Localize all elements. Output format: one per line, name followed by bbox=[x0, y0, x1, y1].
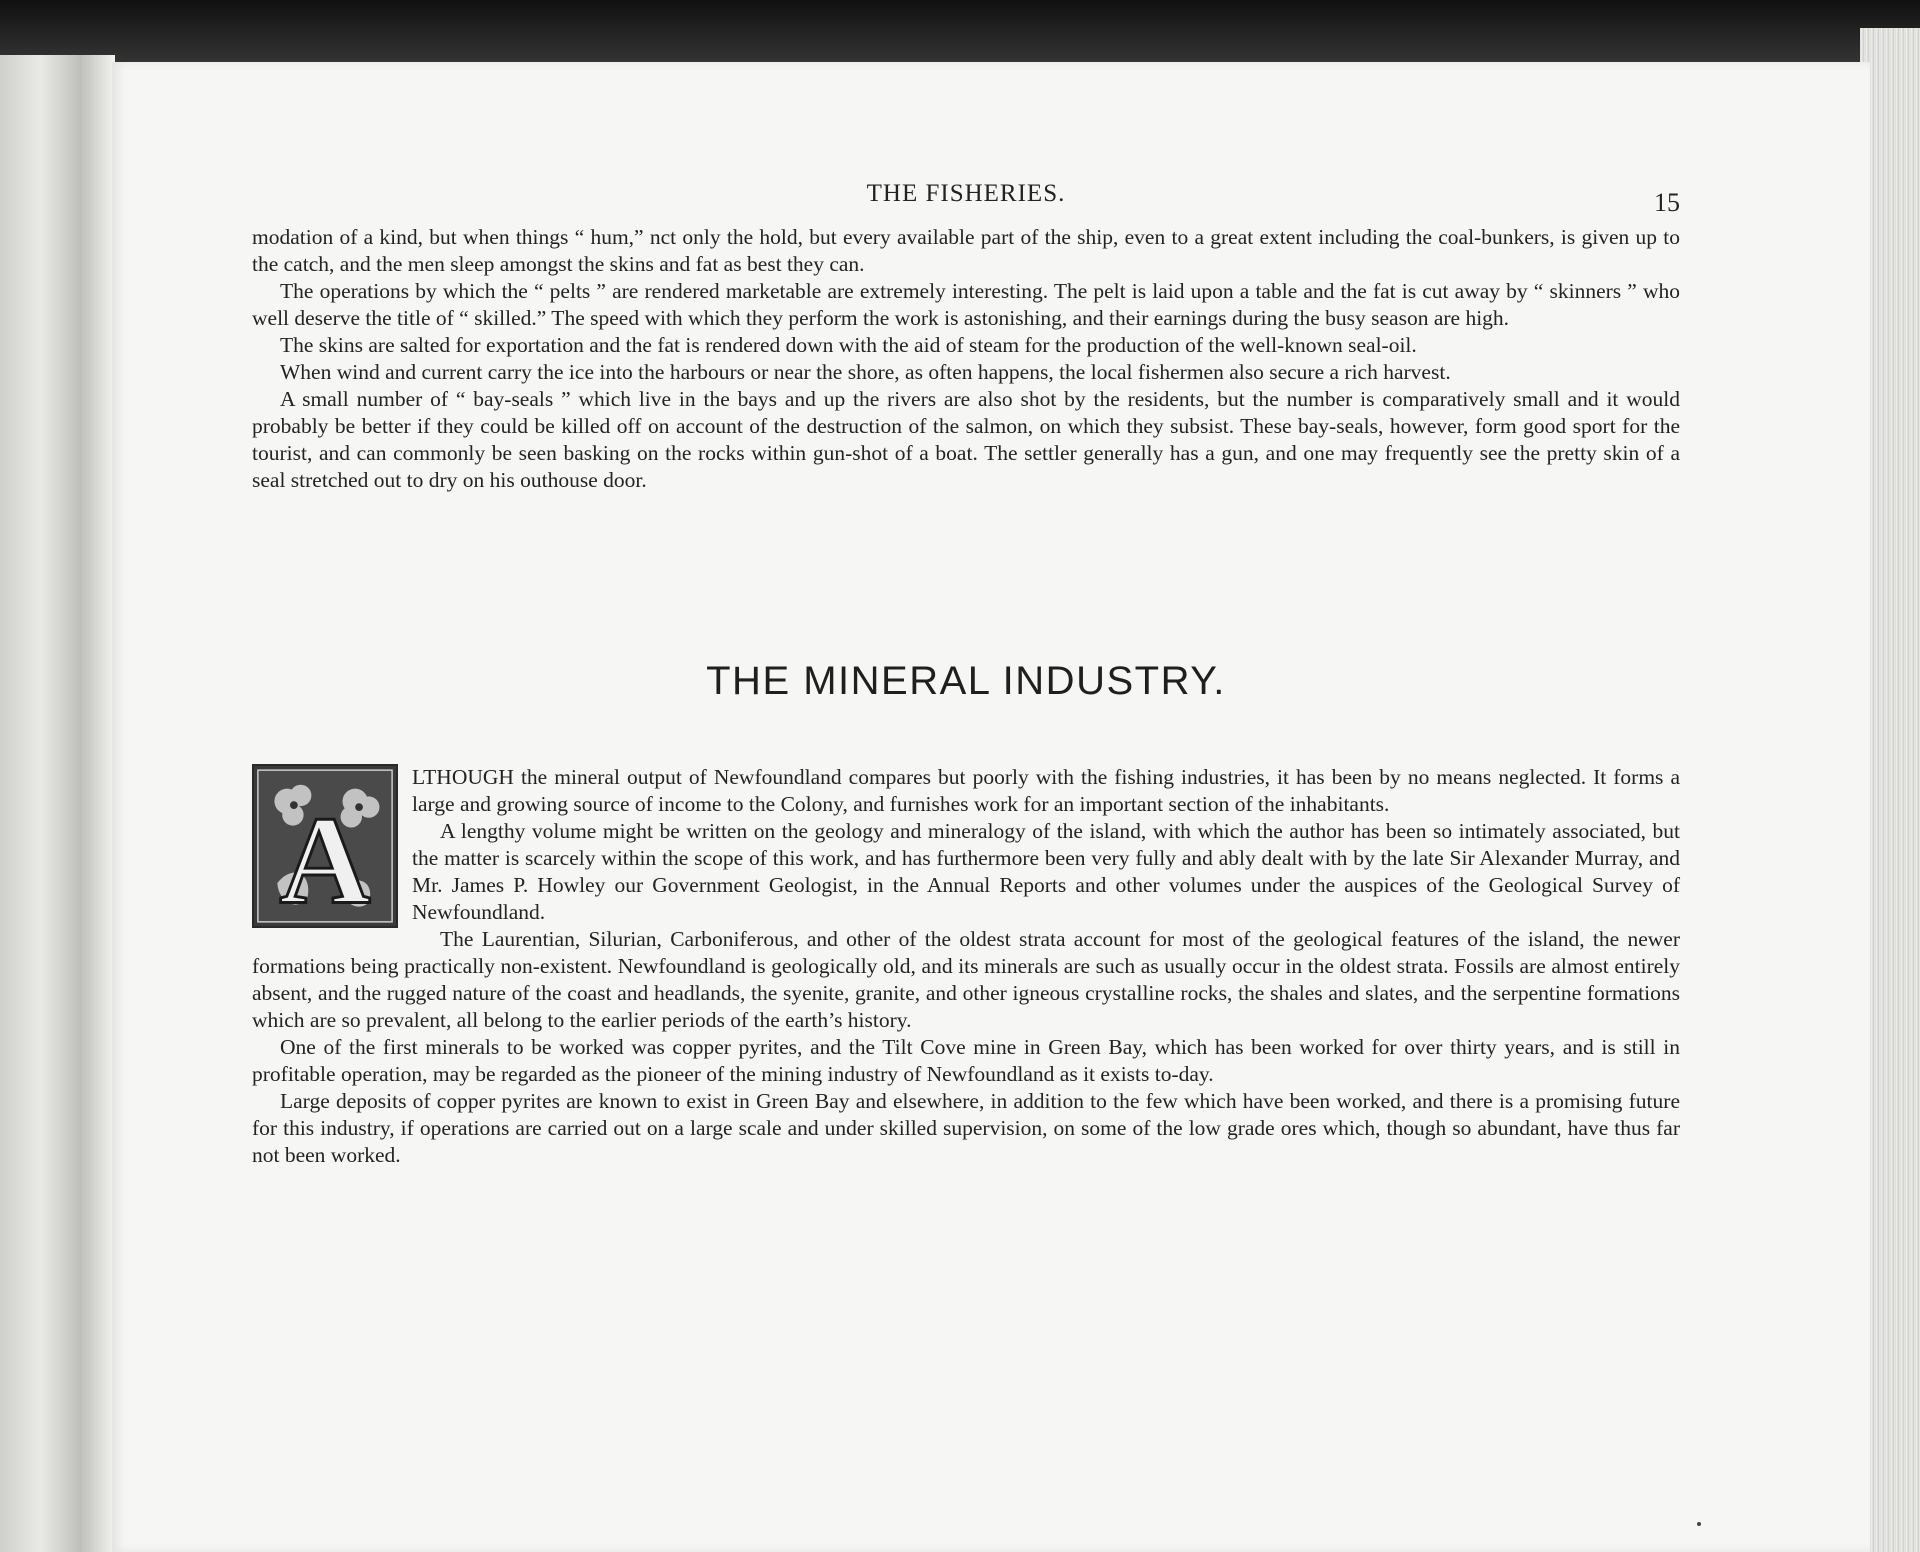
fisheries-section bbox=[252, 224, 1680, 494]
section-title: THE MINERAL INDUSTRY. bbox=[706, 659, 1226, 703]
dropcap-letter: A bbox=[279, 790, 371, 926]
running-title: THE FISHERIES. bbox=[866, 180, 1066, 207]
mineral-section bbox=[252, 764, 1680, 1169]
paragraph: When wind and current carry the ice into the harbours or near the shore, as often happens, the local fishermen also secure a rich harvest. bbox=[280, 360, 1451, 384]
book-spine bbox=[0, 55, 115, 1552]
paragraph: The skins are salted for exportation and the fat is rendered down with the aid of steam for the production of the well-known seal-oil. bbox=[280, 333, 1417, 357]
paper-speck bbox=[1697, 1522, 1701, 1526]
paragraph: modation of a kind, but when things “ hum,” nct only the hold, but every available part of the ship, even to a great extent including the coal-bunkers, is given up to the catch, and the men sleep amongst the skins and fat as best they can. bbox=[252, 225, 1680, 276]
paragraph: The Laurentian, Silurian, Carboniferous, and other of the oldest strata account for most of the geological features of the island, the newer formations being practically non-existent. Newfoundland is geologically old, and its minerals are such as usually occur in the oldest strata. Fossils are almost entirely absent, and the rugged nature of the coast and headlands, the syenite, granite, and other igneous crystalline rocks, the shales and slates, and the serpentine formations which are so prevalent, all belong to the earlier periods of the earth’s history. bbox=[252, 927, 1680, 1032]
dropcap-ornament bbox=[254, 766, 396, 926]
paragraph: A lengthy volume might be written on the geology and mineralogy of the island, with which the author has been so intimately associated, but the matter is scarcely within the scope of this work, and has furthermore been very fully and ably dealt with by the late Sir Alexander Murray, and Mr. James P. Howley our Government Geologist, in the Annual Reports and other volumes under the auspices of the Geological Survey of Newfoundland. bbox=[412, 819, 1680, 924]
paragraph: The operations by which the “ pelts ” are rendered marketable are extremely interesting. The pelt is laid upon a table and the fat is cut away by “ skinners ” who well deserve the title of “ skilled.” The speed with which they perform the work is astonishing, and their earnings during the busy season are high. bbox=[252, 279, 1680, 330]
running-head bbox=[252, 180, 1680, 224]
paragraph-text: LTHOUGH the mineral output of Newfoundland compares but poorly with the fishing industries, it has been by no means neglected. It forms a large and growing source of income to the Colony, and furnishes work for an important section of the inhabitants. bbox=[412, 765, 1680, 816]
paragraph bbox=[252, 764, 1680, 818]
page-content bbox=[252, 180, 1680, 1169]
paragraph: One of the first minerals to be worked was copper pyrites, and the Tilt Cove mine in Green Bay, which has been worked for over thirty years, and is still in profitable operation, may be regarded as the pioneer of the mining industry of Newfoundland as it exists to-day. bbox=[252, 1035, 1680, 1086]
page-number: 15 bbox=[1654, 188, 1680, 217]
ornamental-dropcap bbox=[252, 764, 398, 928]
paragraph: Large deposits of copper pyrites are known to exist in Green Bay and elsewhere, in addition to the few which have been worked, and there is a promising future for this industry, if operations are carried out on a large scale and under skilled supervision, on some of the low grade ores which, though so abundant, have thus far not been worked. bbox=[252, 1089, 1680, 1167]
paragraph: A small number of “ bay-seals ” which live in the bays and up the rivers are also shot by the residents, but the number is comparatively small and it would probably be better if they could be killed off on account of the destruction of the salmon, on which they subsist. These bay-seals, however, form good sport for the tourist, and can commonly be seen basking on the rocks within gun-shot of a boat. The settler generally has a gun, and one may frequently see the pretty skin of a seal stretched out to dry on his outhouse door. bbox=[252, 387, 1680, 492]
section-gap bbox=[252, 494, 1680, 659]
